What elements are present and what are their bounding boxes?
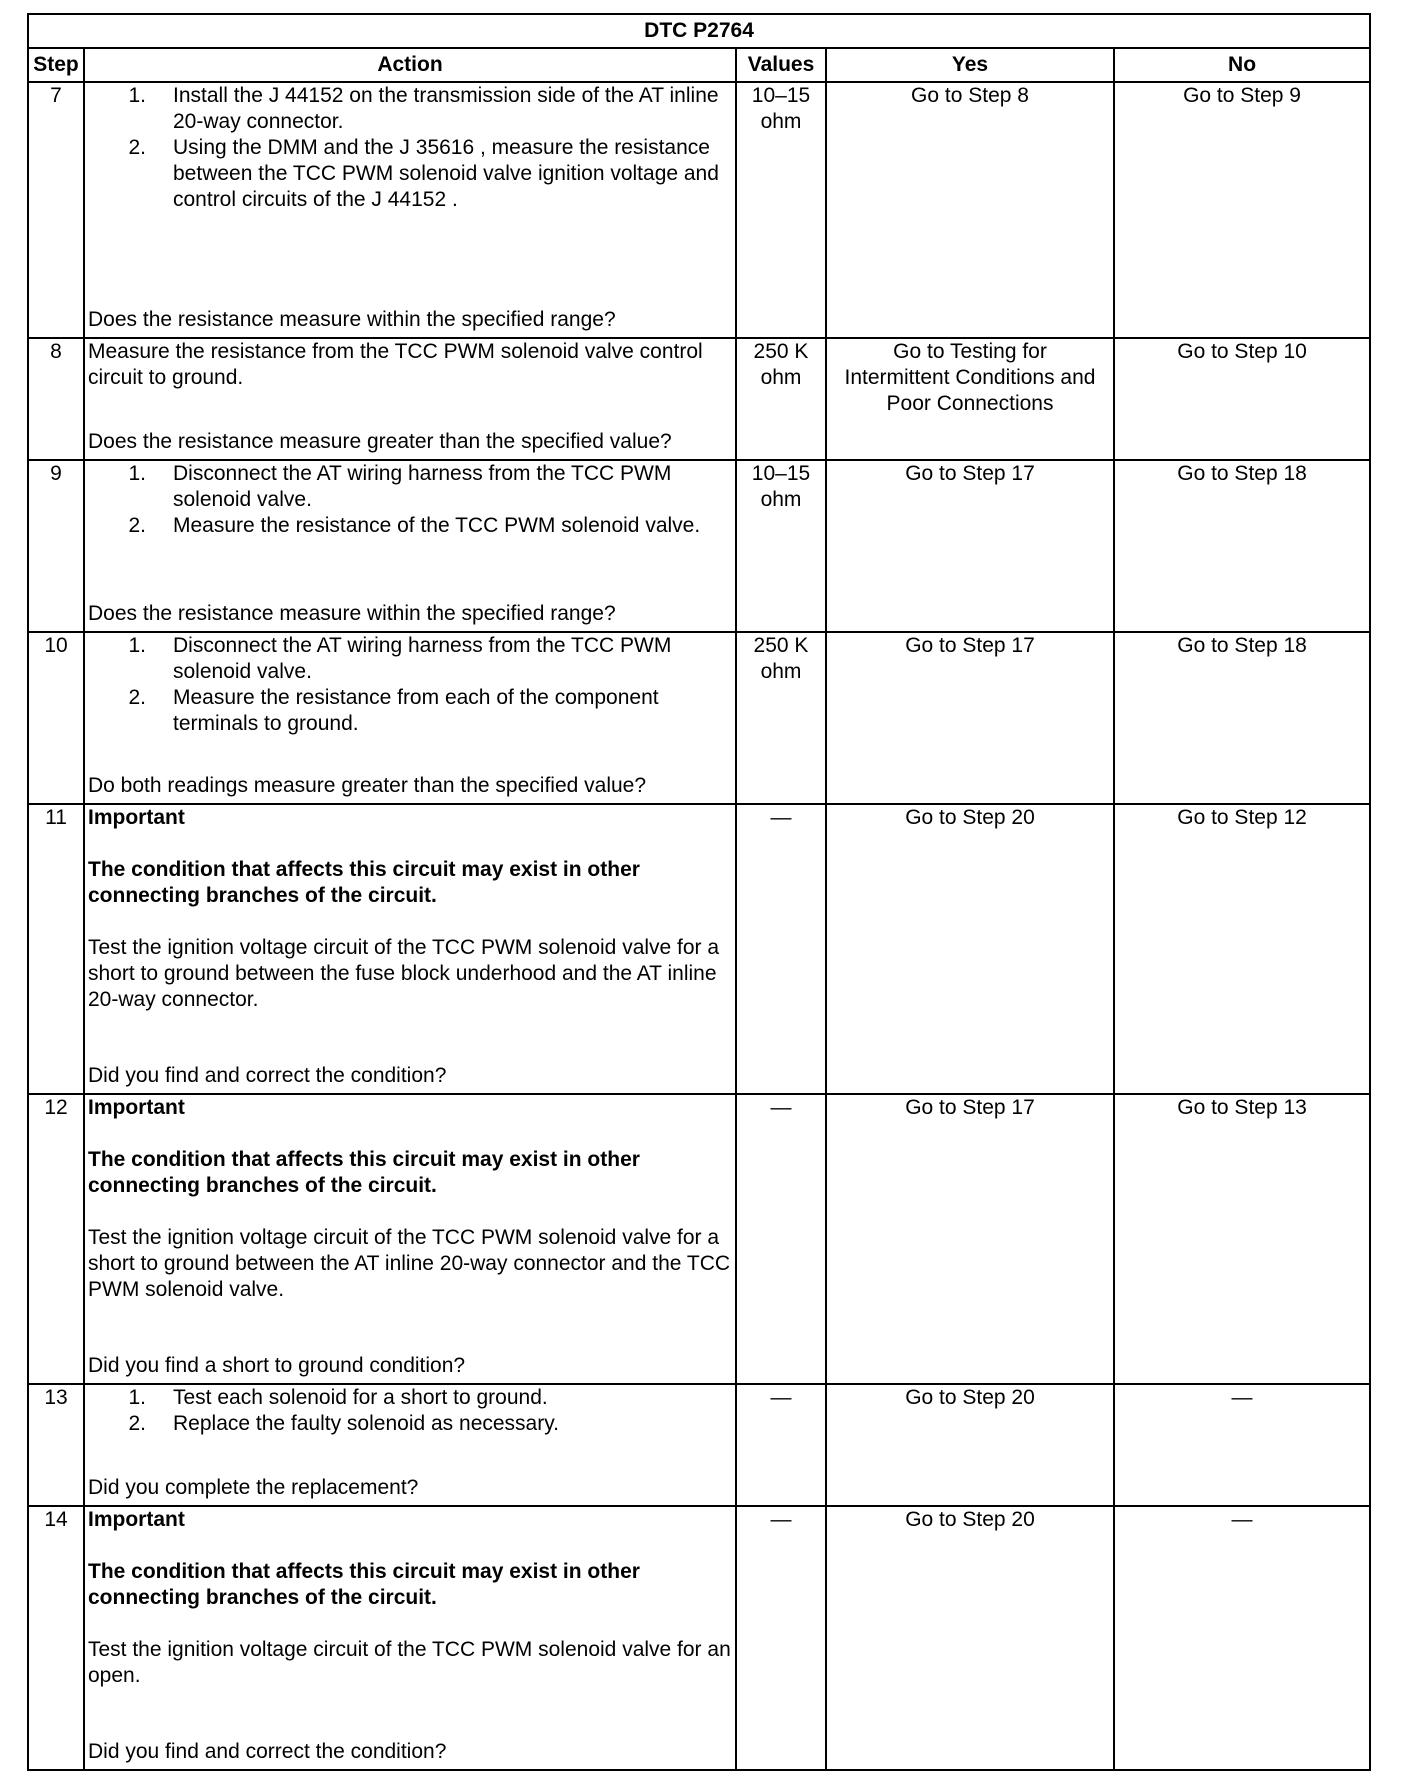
action-question: Did you complete the replacement? bbox=[88, 1476, 419, 1499]
header-yes: Yes bbox=[826, 48, 1114, 82]
header-row bbox=[28, 48, 1370, 82]
yes-cell: Go to Step 20 bbox=[826, 1384, 1114, 1506]
list-item: 2. Measure the resistance from each of the component terminals to ground. bbox=[128, 686, 659, 735]
header-step: Step bbox=[28, 48, 84, 82]
list-item: 1. Disconnect the AT wiring harness from the TCC PWM solenoid valve. bbox=[128, 462, 672, 511]
list-item: 2. Measure the resistance of the TCC PWM solenoid valve. bbox=[128, 514, 701, 537]
table-row bbox=[28, 632, 1370, 804]
table-row bbox=[28, 804, 1370, 1094]
yes-cell: Go to Step 17 bbox=[826, 460, 1114, 632]
action-cell bbox=[84, 804, 736, 1094]
header-no: No bbox=[1114, 48, 1370, 82]
value-cell: 250 K ohm bbox=[736, 632, 826, 804]
no-cell: Go to Step 10 bbox=[1114, 338, 1370, 460]
important-note: The condition that affects this circuit may exist in other connecting branches of the circuit. bbox=[88, 858, 640, 907]
important-note: The condition that affects this circuit may exist in other connecting branches of the circuit. bbox=[88, 1560, 640, 1609]
important-label: Important bbox=[88, 806, 185, 829]
list-item: 1. Test each solenoid for a short to ground. bbox=[128, 1386, 548, 1409]
action-cell bbox=[84, 1094, 736, 1384]
yes-cell: Go to Step 17 bbox=[826, 632, 1114, 804]
list-item: 2. Using the DMM and the J 35616 , measure the resistance between the TCC PWM solenoid valve ignition voltage and control circuits of the J 44152 . bbox=[128, 136, 719, 211]
value-cell: — bbox=[736, 1094, 826, 1384]
action-list bbox=[88, 461, 732, 539]
value-cell: — bbox=[736, 1506, 826, 1770]
value-cell: 250 K ohm bbox=[736, 338, 826, 460]
no-cell: Go to Step 12 bbox=[1114, 804, 1370, 1094]
yes-cell: Go to Step 17 bbox=[826, 1094, 1114, 1384]
action-text: Measure the resistance from the TCC PWM solenoid valve control circuit to ground. bbox=[88, 340, 703, 389]
action-cell bbox=[84, 1384, 736, 1506]
list-item: 1. Install the J 44152 on the transmission side of the AT inline 20-way connector. bbox=[128, 84, 719, 133]
action-cell bbox=[84, 460, 736, 632]
action-question: Does the resistance measure greater than the specified value? bbox=[88, 430, 672, 453]
list-item: 1. Disconnect the AT wiring harness from the TCC PWM solenoid valve. bbox=[128, 634, 672, 683]
step-number: 7 bbox=[28, 82, 84, 338]
action-question: Did you find and correct the condition? bbox=[88, 1064, 447, 1087]
value-cell: — bbox=[736, 804, 826, 1094]
action-cell bbox=[84, 632, 736, 804]
title-row bbox=[28, 14, 1370, 48]
table-row bbox=[28, 1094, 1370, 1384]
step-number: 8 bbox=[28, 338, 84, 460]
step-number: 11 bbox=[28, 804, 84, 1094]
step-number: 12 bbox=[28, 1094, 84, 1384]
no-cell: — bbox=[1114, 1384, 1370, 1506]
table-row bbox=[28, 460, 1370, 632]
action-question: Do both readings measure greater than the specified value? bbox=[88, 774, 647, 797]
action-question: Does the resistance measure within the specified range? bbox=[88, 308, 616, 331]
action-cell bbox=[84, 338, 736, 460]
no-cell: Go to Step 13 bbox=[1114, 1094, 1370, 1384]
important-label: Important bbox=[88, 1096, 185, 1119]
table-row bbox=[28, 1506, 1370, 1770]
action-question: Did you find a short to ground condition? bbox=[88, 1354, 466, 1377]
action-cell bbox=[84, 1506, 736, 1770]
step-number: 13 bbox=[28, 1384, 84, 1506]
step-number: 10 bbox=[28, 632, 84, 804]
action-question: Did you find and correct the condition? bbox=[88, 1740, 447, 1763]
diagnostic-table bbox=[27, 13, 1371, 1771]
table-row bbox=[28, 82, 1370, 338]
action-question: Does the resistance measure within the specified range? bbox=[88, 602, 616, 625]
no-cell: Go to Step 9 bbox=[1114, 82, 1370, 338]
important-label: Important bbox=[88, 1508, 185, 1531]
action-text: Test the ignition voltage circuit of the TCC PWM solenoid valve for a short to ground between the AT inline 20-way connector and the TCC PWM solenoid valve. bbox=[88, 1226, 731, 1301]
list-item: 2. Replace the faulty solenoid as necessary. bbox=[128, 1412, 559, 1435]
table-row bbox=[28, 338, 1370, 460]
yes-cell: Go to Step 8 bbox=[826, 82, 1114, 338]
table-row bbox=[28, 1384, 1370, 1506]
header-action: Action bbox=[84, 48, 736, 82]
action-list bbox=[88, 83, 732, 213]
yes-cell: Go to Step 20 bbox=[826, 804, 1114, 1094]
yes-cell: Go to Step 20 bbox=[826, 1506, 1114, 1770]
action-text: Test the ignition voltage circuit of the TCC PWM solenoid valve for a short to ground between the fuse block underhood and the AT inline 20-way connector. bbox=[88, 936, 720, 1011]
step-number: 14 bbox=[28, 1506, 84, 1770]
table-title: DTC P2764 bbox=[28, 14, 1370, 48]
yes-cell: Go to Testing for Intermittent Conditions and Poor Connections bbox=[826, 338, 1114, 460]
action-list bbox=[88, 633, 732, 737]
value-cell: 10–15 ohm bbox=[736, 82, 826, 338]
action-cell bbox=[84, 82, 736, 338]
header-values: Values bbox=[736, 48, 826, 82]
action-text: Test the ignition voltage circuit of the TCC PWM solenoid valve for an open. bbox=[88, 1638, 731, 1687]
no-cell: — bbox=[1114, 1506, 1370, 1770]
value-cell: — bbox=[736, 1384, 826, 1506]
action-list bbox=[88, 1385, 732, 1437]
no-cell: Go to Step 18 bbox=[1114, 632, 1370, 804]
value-cell: 10–15 ohm bbox=[736, 460, 826, 632]
no-cell: Go to Step 18 bbox=[1114, 460, 1370, 632]
step-number: 9 bbox=[28, 460, 84, 632]
important-note: The condition that affects this circuit may exist in other connecting branches of the circuit. bbox=[88, 1148, 640, 1197]
